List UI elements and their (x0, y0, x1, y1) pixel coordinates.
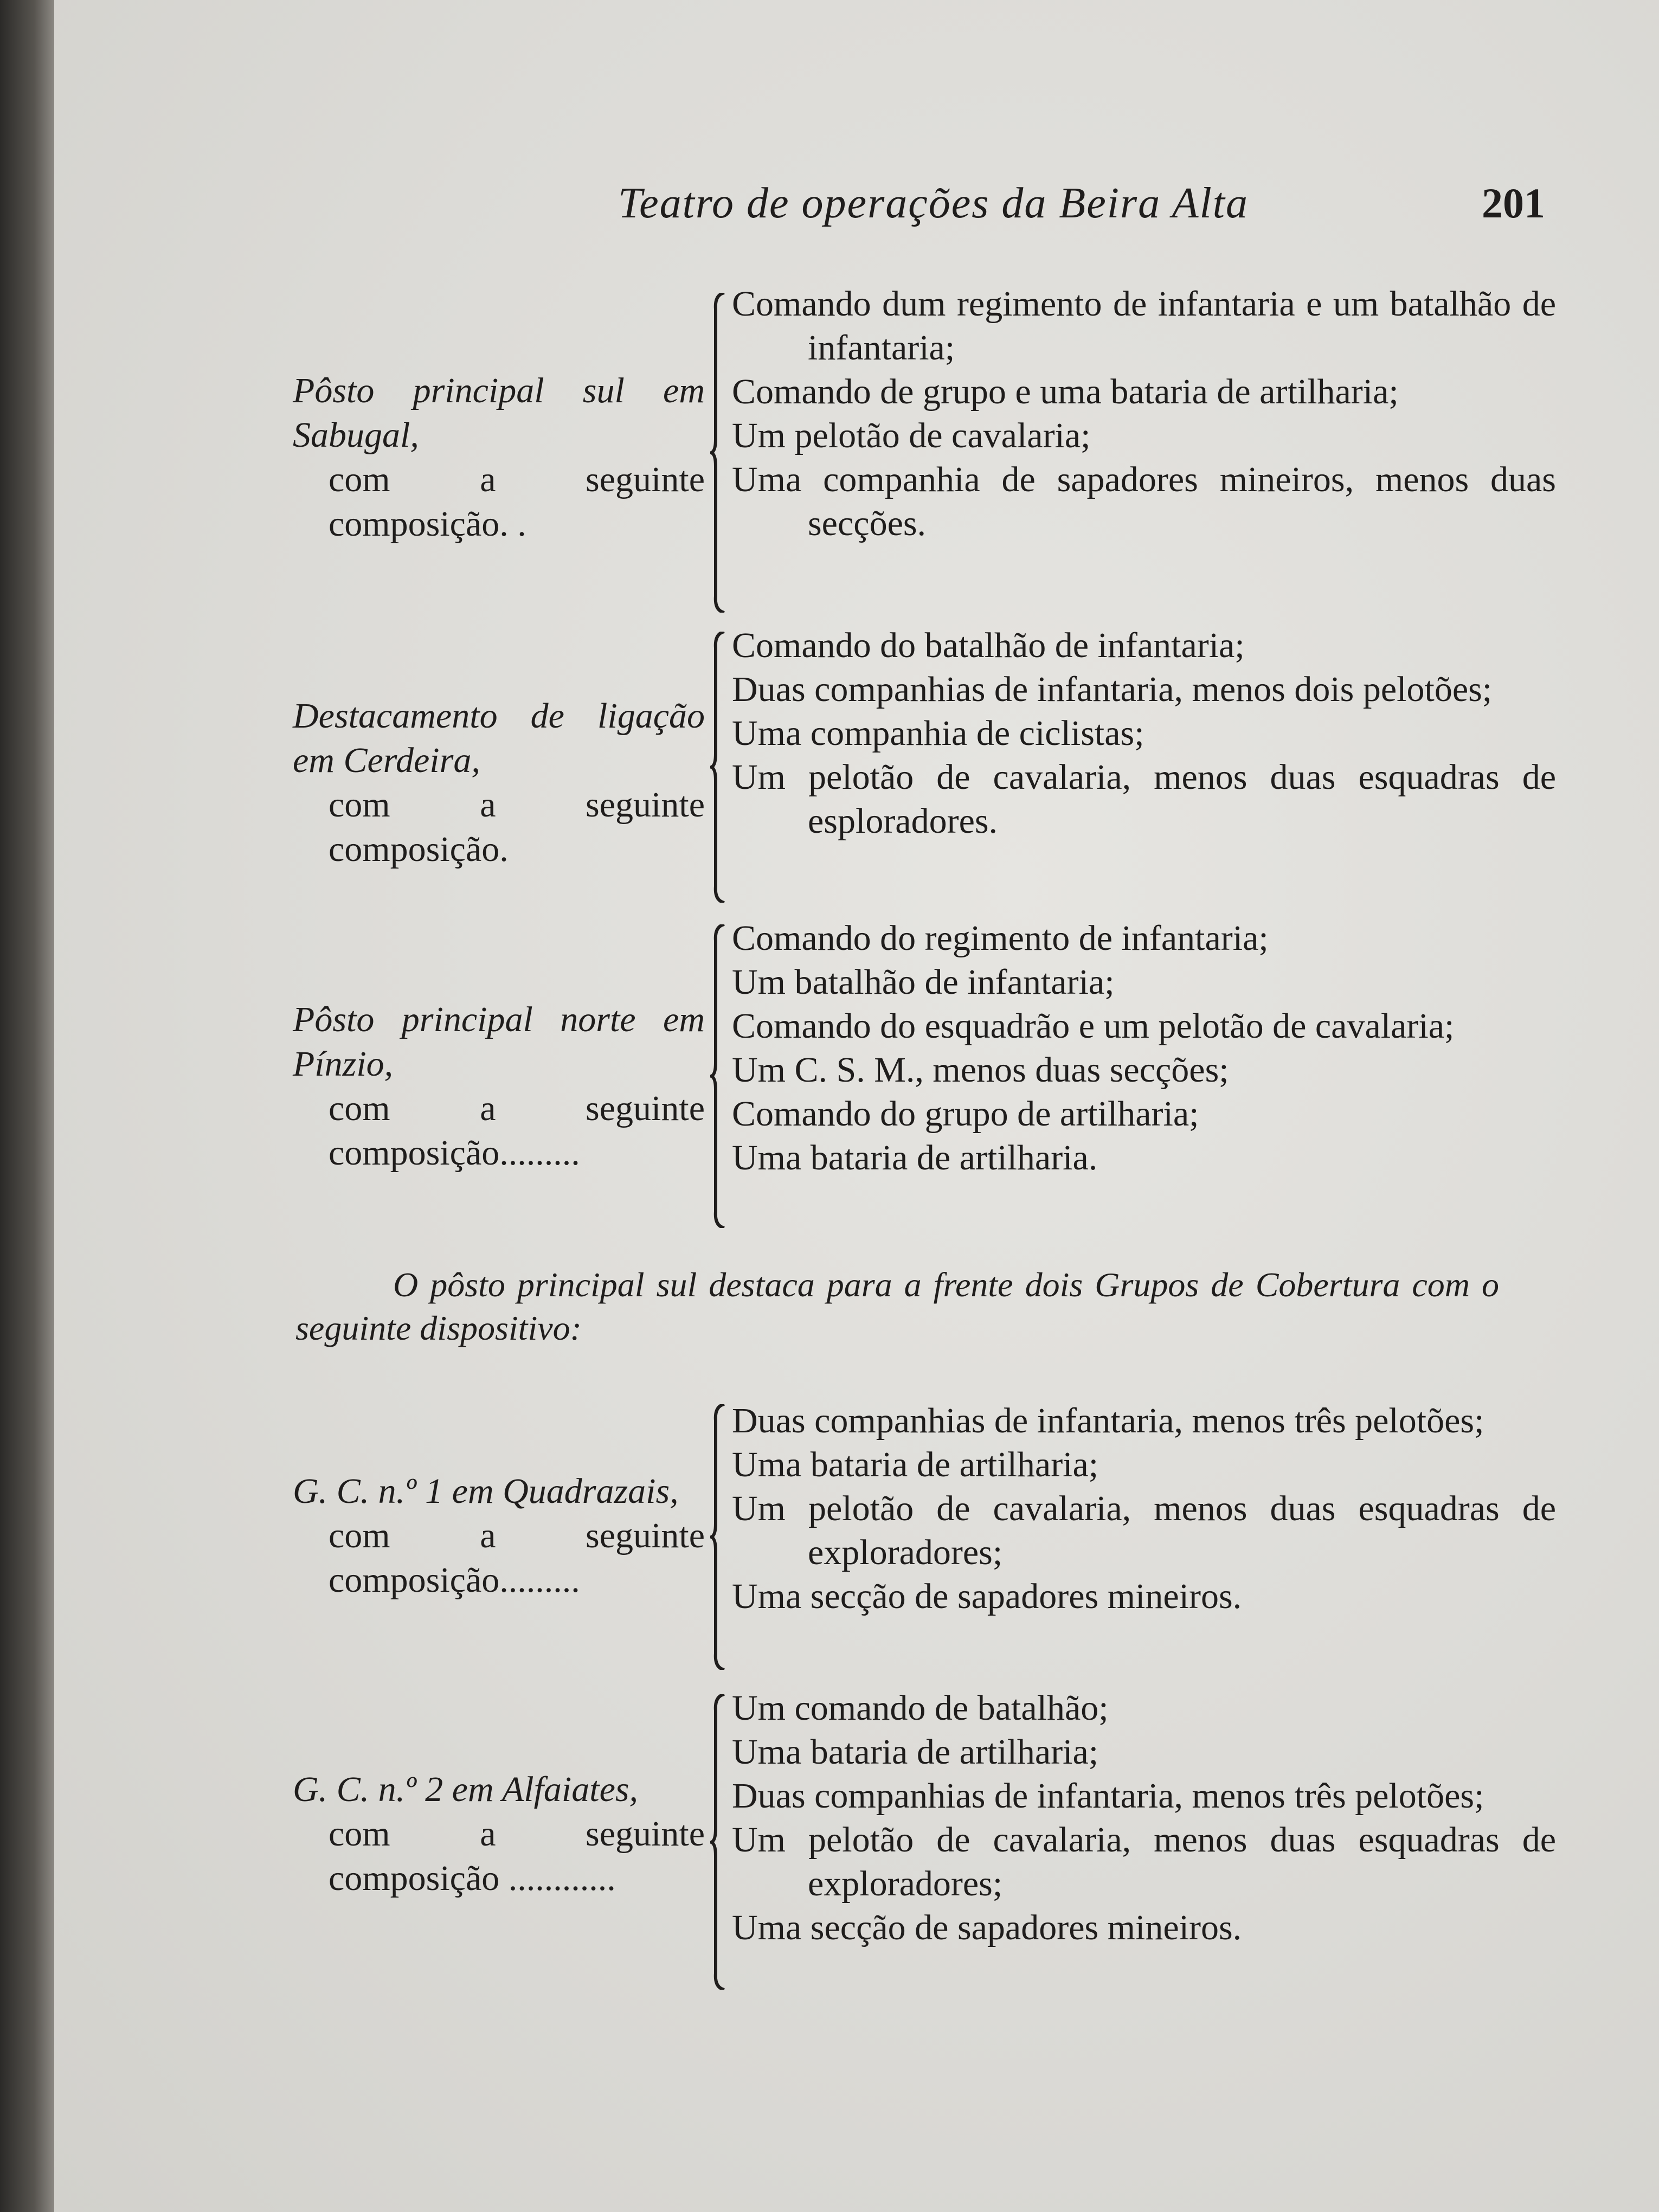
body-paragraph: O pôsto principal sul destaca para a frente dois Grupos de Cobertura com o seguinte dispositivo: (295, 1265, 1499, 1347)
list-item: Uma bataria de artilharia; (732, 1445, 1099, 1484)
entry-items (732, 1686, 1556, 1950)
list-item: Um pelotão de cavalaria, menos duas esquadras de exploradores; (732, 1820, 1556, 1904)
entry-quadrazais (293, 1399, 1556, 1670)
running-title: Teatro de operações da Beira Alta (618, 179, 1249, 227)
list-item: Uma companhia de sapadores mineiros, menos duas secções. (732, 460, 1556, 543)
list-item: Um C. S. M., menos duas secções; (732, 1050, 1229, 1090)
bracket-line (710, 924, 725, 1228)
list-item: Um pelotão de cavalaria, menos duas esquadras de esploradores. (732, 757, 1556, 841)
list-item: Uma bataria de artilharia. (732, 1138, 1098, 1178)
list-item: Duas companhias de infantaria, menos dois pelotões; (732, 670, 1493, 709)
list-item: Duas companhias de infantaria, menos três pelotões; (732, 1776, 1484, 1816)
list-item: Comando do esquadrão e um pelotão de cavalaria; (732, 1006, 1455, 1046)
entry-label-place: Pôsto principal norte em Pínzio, (293, 1000, 705, 1084)
entry-cerdeira (293, 623, 1556, 905)
entry-items (732, 623, 1556, 843)
entry-label (293, 1469, 705, 1603)
entry-label (293, 694, 705, 872)
list-item: Um comando de batalhão; (732, 1688, 1109, 1728)
list-item: Um pelotão de cavalaria, menos duas esquadras de exploradores; (732, 1489, 1556, 1572)
entry-items (732, 1399, 1556, 1618)
page-number: 201 (1482, 179, 1545, 227)
entry-pinzio (293, 916, 1551, 1231)
book-page (54, 0, 1659, 2212)
list-item: Comando de grupo e uma bataria de artilharia; (732, 372, 1399, 411)
entry-label-place: G. C. n.º 1 em Quadrazais, (293, 1471, 679, 1511)
entry-items (732, 282, 1556, 545)
list-item: Uma bataria de artilharia; (732, 1732, 1099, 1772)
entry-alfaiates (293, 1686, 1556, 1990)
entry-label-rest: com a seguinte composição. (329, 785, 705, 869)
bracket-line (710, 293, 725, 613)
list-item: Comando do grupo de artilharia; (732, 1094, 1199, 1134)
entry-label-place: Destacamento de ligação em Cerdeira, (293, 696, 705, 780)
list-item: Comando dum regimento de infantaria e um batalhão de infantaria; (732, 284, 1556, 368)
list-item: Duas companhias de infantaria, menos três pelotões; (732, 1401, 1484, 1441)
bracket-line (710, 1694, 725, 1990)
entry-label-rest: com a seguinte composição ............ (329, 1814, 705, 1898)
bracket-line (710, 632, 725, 903)
list-item: Uma secção de sapadores mineiros. (732, 1577, 1242, 1616)
list-item: Comando do regimento de infantaria; (732, 918, 1269, 958)
list-item: Um pelotão de cavalaria; (732, 416, 1091, 455)
bracket-line (710, 1404, 725, 1670)
entry-label-rest: com a seguinte composição......... (329, 1089, 705, 1173)
list-item: Uma secção de sapadores mineiros. (732, 1908, 1242, 1947)
entry-label (293, 369, 705, 546)
running-head (618, 179, 1545, 244)
list-item: Comando do batalhão de infantaria; (732, 626, 1245, 665)
list-item: Um batalhão de infantaria; (732, 962, 1115, 1002)
entry-sabugal (293, 282, 1556, 618)
entry-label (293, 1767, 705, 1901)
list-item: Uma companhia de ciclistas; (732, 713, 1144, 753)
entry-label-place: G. C. n.º 2 em Alfaiates, (293, 1770, 639, 1809)
entry-label-rest: com a seguinte composição. . (329, 460, 705, 544)
entry-label-place: Pôsto principal sul em Sabugal, (293, 371, 705, 455)
entry-label (293, 998, 705, 1175)
entry-items (732, 916, 1556, 1180)
entry-label-rest: com a seguinte composição......... (329, 1516, 705, 1600)
